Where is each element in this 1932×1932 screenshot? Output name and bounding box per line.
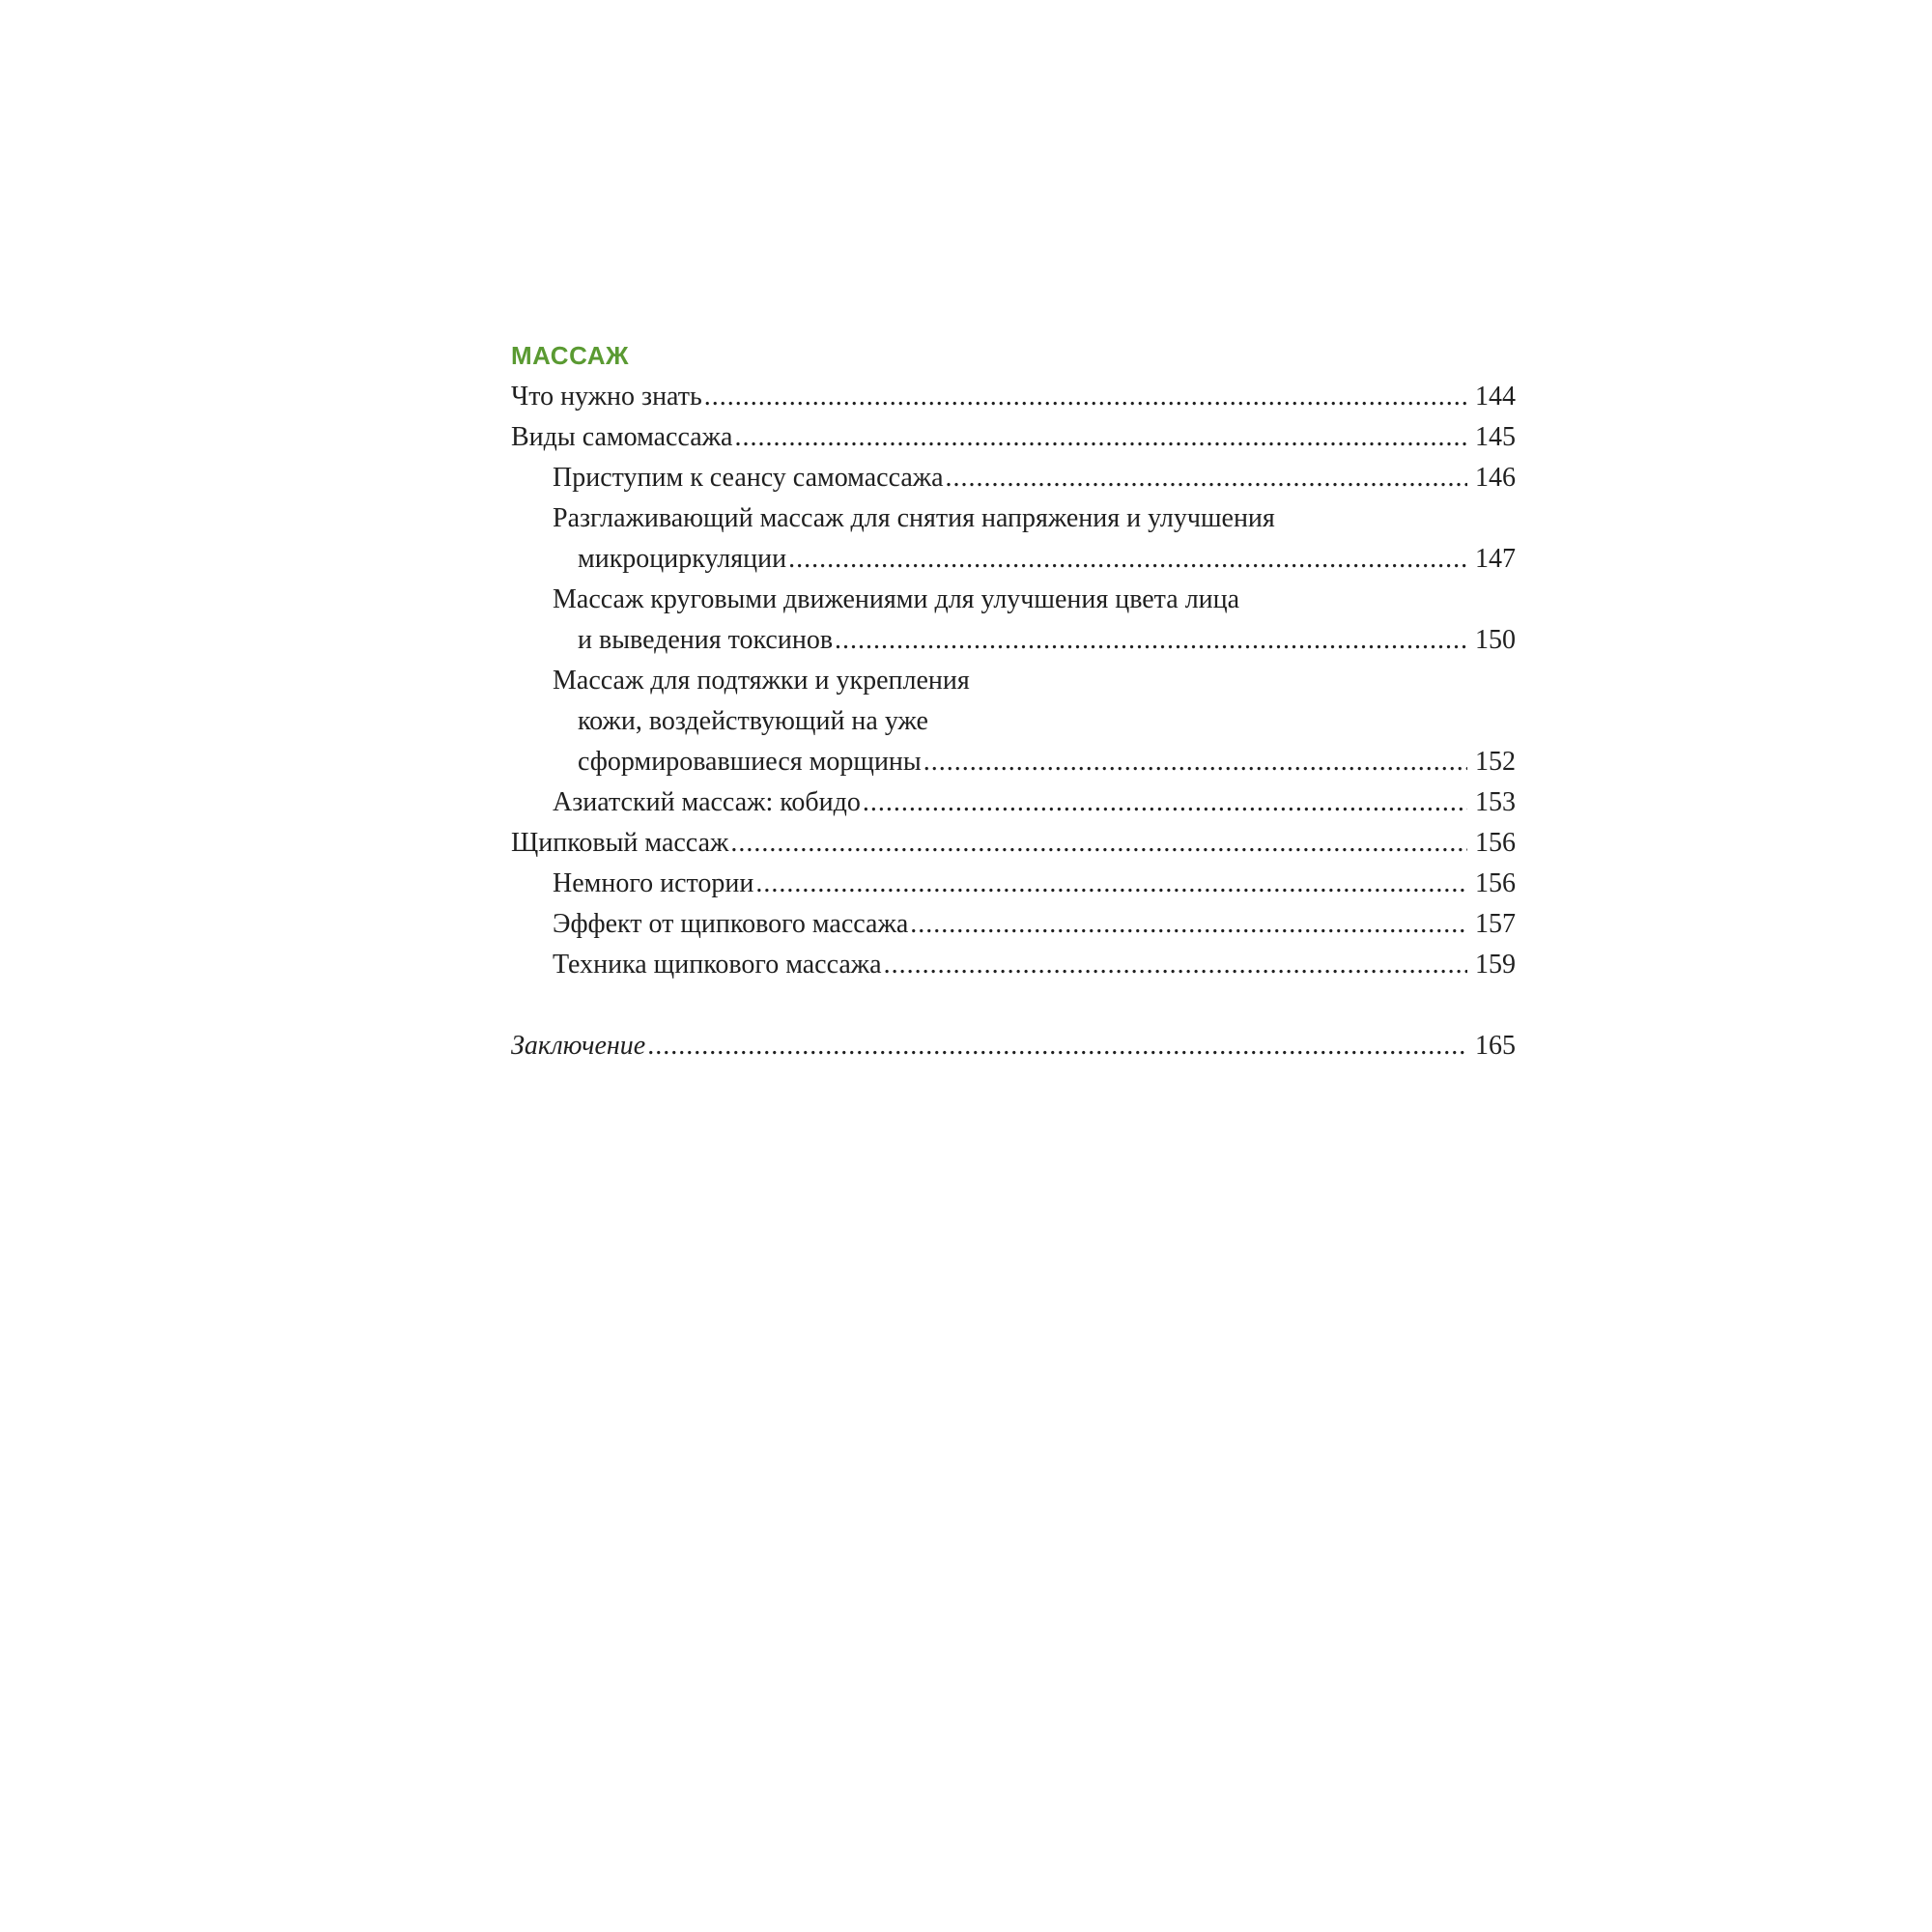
toc-entry-page: 156: [1475, 868, 1516, 898]
toc-entry[interactable]: [511, 620, 1516, 661]
toc-entry[interactable]: [511, 945, 1516, 985]
dot-leader: [647, 1026, 1467, 1066]
dot-leader: [755, 864, 1467, 904]
toc-entry[interactable]: [511, 782, 1516, 823]
toc-entry-page: 152: [1475, 747, 1516, 777]
toc-entry[interactable]: [511, 864, 1516, 904]
toc-entry-conclusion[interactable]: [511, 1026, 1516, 1066]
toc-entry-text: Техника щипкового массажа: [553, 950, 882, 980]
dot-leader: [923, 742, 1467, 782]
toc-entry-line[interactable]: [511, 580, 1516, 620]
toc-entry[interactable]: [511, 377, 1516, 417]
toc-entry-text: Что нужно знать: [511, 382, 702, 412]
toc-entry-line[interactable]: [511, 701, 1516, 742]
toc-entry-text: Приступим к сеансу самомассажа: [553, 463, 944, 493]
dot-leader: [704, 377, 1467, 417]
toc-entry-page: 165: [1475, 1031, 1516, 1061]
toc-entry-text: Заключение: [511, 1031, 646, 1061]
toc-entry-page: 153: [1475, 787, 1516, 817]
dot-leader: [884, 945, 1467, 985]
toc-entry-text: Массаж для подтяжки и укрепления: [553, 666, 970, 696]
toc-entry-text: Эффект от щипкового массажа: [553, 909, 909, 939]
toc-entry-page: 157: [1475, 909, 1516, 939]
toc-entry-page: 147: [1475, 544, 1516, 574]
toc-entry-text: Щипковый массаж: [511, 828, 729, 858]
toc-entry-line[interactable]: [511, 661, 1516, 701]
toc-entry-page: 156: [1475, 828, 1516, 858]
dot-leader: [910, 904, 1467, 945]
toc-entry-text: сформировавшиеся морщины: [578, 747, 922, 777]
dot-leader: [946, 458, 1467, 498]
toc-entry-text: Азиатский массаж: кобидо: [553, 787, 861, 817]
toc-entry[interactable]: [511, 823, 1516, 864]
toc-entry-text: Немного истории: [553, 868, 754, 898]
dot-leader: [863, 782, 1467, 823]
dot-leader: [730, 823, 1467, 864]
dot-leader: [734, 417, 1467, 458]
toc-entry[interactable]: [511, 458, 1516, 498]
toc-entry-page: 159: [1475, 950, 1516, 980]
toc-entry-page: 145: [1475, 422, 1516, 452]
table-of-contents: [511, 336, 1516, 1066]
dot-leader: [835, 620, 1467, 661]
toc-entry-page: 146: [1475, 463, 1516, 493]
toc-entry-text: Разглаживающий массаж для снятия напряжения и улучшения: [553, 503, 1275, 533]
toc-entry-text: Виды самомассажа: [511, 422, 733, 452]
spacer: [511, 985, 1516, 1026]
section-title: МАССАЖ: [511, 341, 629, 370]
dot-leader: [788, 539, 1467, 580]
toc-entry-text: кожи, воздействующий на уже: [578, 706, 928, 736]
toc-entry-page: 150: [1475, 625, 1516, 655]
toc-entry[interactable]: [511, 417, 1516, 458]
toc-entry[interactable]: [511, 904, 1516, 945]
toc-entry-text: Массаж круговыми движениями для улучшения цвета лица: [553, 584, 1240, 614]
toc-entry-text: и выведения токсинов: [578, 625, 834, 655]
toc-entry-line[interactable]: [511, 498, 1516, 539]
toc-entry[interactable]: [511, 742, 1516, 782]
toc-entry[interactable]: [511, 539, 1516, 580]
toc-entry-text: микроциркуляции: [578, 544, 787, 574]
toc-entry-page: 144: [1475, 382, 1516, 412]
